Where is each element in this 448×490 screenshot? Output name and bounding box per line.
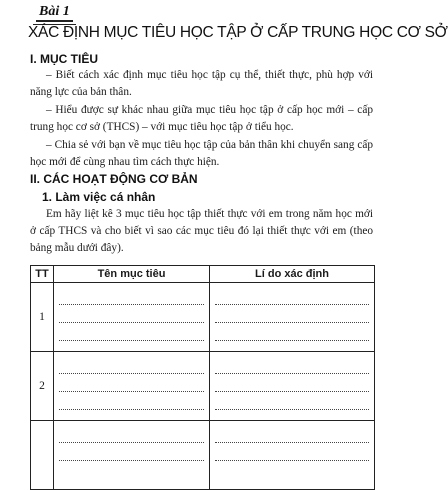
dotted-line [215,377,369,392]
dotted-line [59,446,204,461]
dotted-line [215,326,369,341]
row-number: 1 [31,283,54,352]
header-goal-name: Tên mục tiêu [54,266,210,283]
activity-instruction: Em hãy liệt kê 3 mục tiêu học tập thiết thực với em trong năm học mới ở cấp THCS và cho biết vì sao các mục tiêu đó lại thiết thực với em (theo bảng mẫu dưới đây). [30,208,373,254]
section-heading-objectives: I. MỤC TIÊU [30,52,98,66]
goal-name-cell[interactable] [54,283,210,352]
lesson-label: Bài 1 [36,3,73,22]
dotted-line [215,446,369,461]
reason-cell[interactable] [210,283,375,352]
table-row [31,283,375,352]
dotted-line [59,377,204,392]
section-heading-activities: II. CÁC HOẠT ĐỘNG CƠ BẢN [30,172,198,186]
page-title: XÁC ĐỊNH MỤC TIÊU HỌC TẬP Ở CẤP TRUNG HỌC CƠ SỞ [28,24,448,41]
objective-item-1: – Biết cách xác định mục tiêu học tập cụ thể, thiết thực, phù hợp với năng lực của bản thân. [30,69,373,98]
goal-name-cell[interactable] [54,352,210,421]
sub-heading-individual-work: 1. Làm việc cá nhân [42,190,156,204]
dotted-line [59,395,204,410]
dotted-line [59,290,204,305]
row-number: 2 [31,352,54,421]
objective-item-3: – Chia sẻ với bạn về mục tiêu học tập của bản thân khi chuyển sang cấp học mới để cùng nhau tìm cách thực hiện. [30,139,373,168]
dotted-line [215,395,369,410]
dotted-line [59,326,204,341]
objective-item-2: – Hiểu được sự khác nhau giữa mục tiêu học tập ở cấp học mới – cấp trung học cơ sở (THCS) – với mục tiêu học tập ở tiểu học. [30,104,373,133]
reason-cell[interactable] [210,352,375,421]
row-number [31,421,54,490]
goals-table [30,265,375,490]
header-tt: TT [31,266,54,283]
dotted-line [59,359,204,374]
dotted-line [215,359,369,374]
dotted-line [59,308,204,323]
header-reason: Lí do xác định [210,266,375,283]
dotted-line [215,428,369,443]
table-header-row [31,266,375,283]
table-row [31,421,375,490]
dotted-line [59,428,204,443]
dotted-line [215,290,369,305]
table-row [31,352,375,421]
reason-cell[interactable] [210,421,375,490]
dotted-line [215,308,369,323]
goal-name-cell[interactable] [54,421,210,490]
